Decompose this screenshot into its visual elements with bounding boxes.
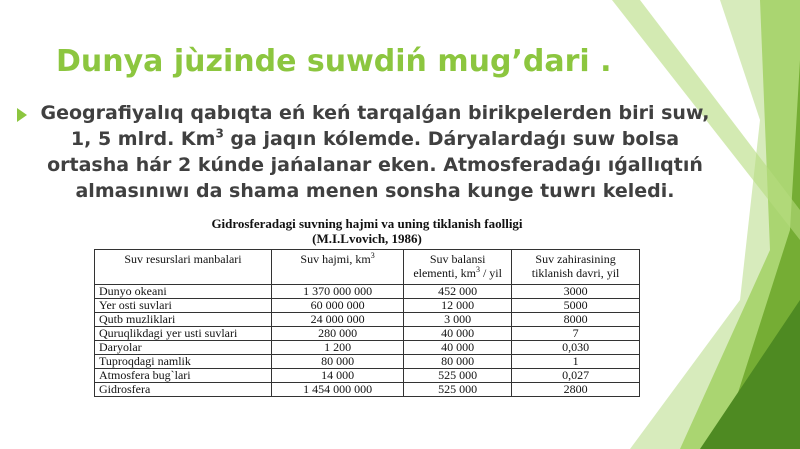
header-balance: Suv balansi elementi, $km^3$ / yil: [404, 250, 512, 285]
table-row: Tuproqdagi namlik 80 000 80 000 1: [95, 355, 640, 369]
table-title-line-1: Gidrosferadagi suvning hajmi va uning tiklanish faolligi: [211, 216, 523, 231]
body-paragraph: [34, 100, 716, 210]
table-row: Daryolar 1 200 40 000 0,030: [95, 341, 640, 355]
table-row: Qutb muzliklari 24 000 000 3 000 8000: [95, 313, 640, 327]
table-row: Gidrosfera 1 454 000 000 525 000 2800: [95, 383, 640, 397]
header-period: Suv zahirasining tiklanish davri, yil: [512, 250, 640, 285]
table-row: Yer osti suvlari 60 000 000 12 000 5000: [95, 299, 640, 313]
water-table: [94, 249, 640, 397]
table-image: [94, 216, 640, 426]
table-row: Dunyo okeani 1 370 000 000 452 000 3000: [95, 285, 640, 299]
bullet-arrow-icon: [17, 108, 27, 122]
table-title: [94, 216, 640, 246]
slide-title: Dunya jùzinde suwdiń mug’dari .: [56, 44, 612, 79]
table-header-row: [95, 250, 640, 285]
table-title-line-2: (M.I.Lvovich, 1986): [312, 231, 422, 246]
table-row: Atmosfera bug`lari 14 000 525 000 0,027: [95, 369, 640, 383]
paragraph-superscript: 3: [215, 126, 224, 141]
header-sources: Suv resurslari manbalari: [95, 250, 272, 285]
paragraph-part-2: ga jaqın kólemde. Dáryalardaǵı suw bolsa ortasha hár 2 kúnde jańalanar eken. Atmosferadaǵı ıǵallıqtıń almasınıwı da shama menen sonsha kunge tuwrı keledi.: [47, 128, 703, 202]
table-row: Quruqlikdagi yer usti suvlari 280 000 40 000 7: [95, 327, 640, 341]
header-volume: Suv hajmi, $km^3$: [271, 250, 403, 285]
paragraph-part-1: Geografiyalıq qabıqta eń keń tarqalǵan birikpelerden biri suw, 1, 5 mlrd. Km: [40, 102, 710, 150]
